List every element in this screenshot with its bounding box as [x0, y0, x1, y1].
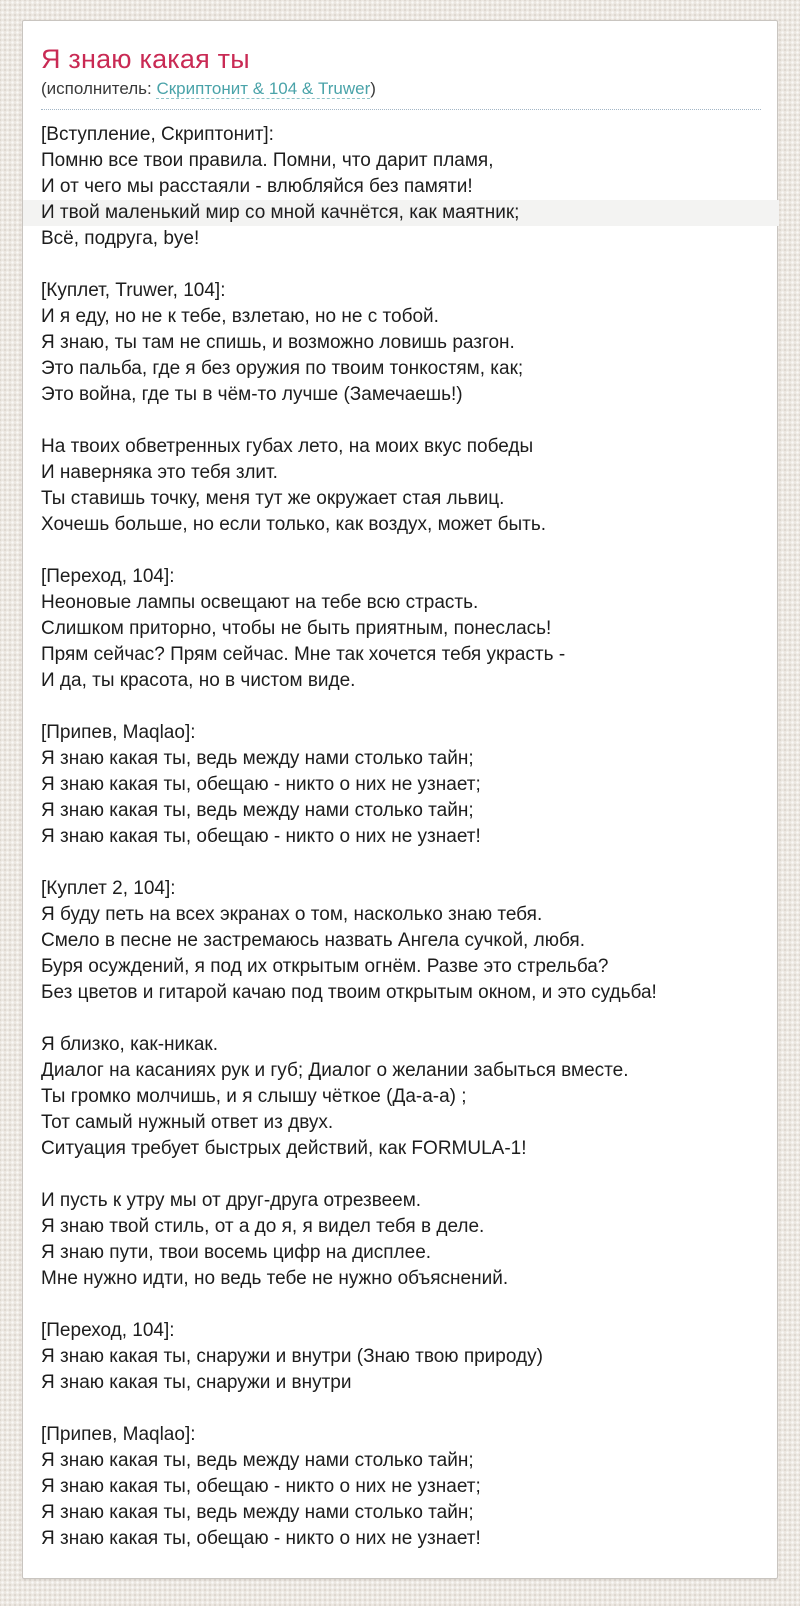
lyric-line: [Куплет, Truwer, 104]: [41, 280, 226, 301]
lyric-line: Ситуация требует быстрых действий, как FORMULA-1! [41, 1138, 527, 1159]
artist-suffix: ) [370, 79, 376, 98]
lyric-line: Я знаю какая ты, ведь между нами столько тайн; [41, 748, 474, 769]
lyric-line: Это война, где ты в чём-то лучше (Замечаешь!) [41, 384, 463, 405]
lyric-line: Ты ставишь точку, меня тут же окружает стая львиц. [41, 488, 505, 509]
stanza [41, 564, 761, 694]
lyric-line: Я знаю какая ты, обещаю - никто о них не узнает; [41, 1476, 481, 1497]
lyric-line: [Припев, Maqlao]: [41, 722, 196, 743]
lyric-line: Прям сейчас? Прям сейчас. Мне так хочется тебя украсть - [41, 644, 566, 665]
lyric-line: Всё, подруга, bye! [41, 228, 200, 249]
lyrics-card [22, 20, 778, 1579]
lyric-line: Это пальба, где я без оружия по твоим тонкостям, как; [41, 358, 524, 379]
stanza [41, 1188, 761, 1292]
lyric-line: И наверняка это тебя злит. [41, 462, 278, 483]
artist-link[interactable]: Скриптонит & 104 & Truwer [156, 79, 371, 98]
page-title: Я знаю какая ты [41, 44, 250, 74]
lyric-line: Я близко, как-никак. [41, 1034, 219, 1055]
lyric-line: И от чего мы расстаяли - влюбляйся без памяти! [41, 176, 473, 197]
stanza [41, 122, 761, 252]
lyric-line: И я еду, но не к тебе, взлетаю, но не с тобой. [41, 306, 439, 327]
lyric-line: На твоих обветренных губах лето, на моих вкус победы [41, 436, 534, 457]
lyric-line: Смело в песне не застремаюсь назвать Ангела сучкой, любя. [41, 930, 585, 951]
lyric-line: И да, ты красота, но в чистом виде. [41, 670, 356, 691]
lyric-line: И твой маленький мир со мной качнётся, как маятник; [23, 200, 779, 226]
stanza [41, 1318, 761, 1396]
lyric-line: Я знаю какая ты, обещаю - никто о них не узнает! [41, 826, 481, 847]
stanza [41, 434, 761, 538]
stanza [41, 720, 761, 850]
lyric-line: Хочешь больше, но если только, как воздух, может быть. [41, 514, 547, 535]
lyric-line: Я знаю какая ты, снаружи и внутри [41, 1372, 352, 1393]
lyrics [41, 122, 761, 1552]
lyric-line: Я буду петь на всех экранах о том, насколько знаю тебя. [41, 904, 543, 925]
lyric-line: Я знаю какая ты, снаружи и внутри (Знаю твою природу) [41, 1346, 543, 1367]
lyric-line: Я знаю какая ты, обещаю - никто о них не узнает! [41, 1528, 481, 1549]
stanza [41, 876, 761, 1006]
lyric-line: Слишком приторно, чтобы не быть приятным, понеслась! [41, 618, 552, 639]
lyric-line: Я знаю какая ты, обещаю - никто о них не узнает; [41, 774, 481, 795]
lyric-line: Я знаю, ты там не спишь, и возможно ловишь разгон. [41, 332, 515, 353]
lyric-line: Диалог на касаниях рук и губ; Диалог о желании забыться вместе. [41, 1060, 629, 1081]
lyric-line: Без цветов и гитарой качаю под твоим открытым окном, и это судьба! [41, 982, 657, 1003]
stanza [41, 1032, 761, 1162]
lyric-line: Я знаю какая ты, ведь между нами столько тайн; [41, 1502, 474, 1523]
lyric-line: Ты громко молчишь, и я слышу чёткое (Да-а-а) ; [41, 1086, 467, 1107]
lyric-line: Помню все твои правила. Помни, что дарит пламя, [41, 150, 494, 171]
lyric-line: Буря осуждений, я под их открытым огнём. Разве это стрельба? [41, 956, 609, 977]
lyric-line: [Куплет 2, 104]: [41, 878, 176, 899]
lyric-line: Я знаю пути, твои восемь цифр на дисплее. [41, 1242, 432, 1263]
artist-line [41, 78, 761, 110]
lyric-line: [Припев, Maqlao]: [41, 1424, 196, 1445]
lyric-line: [Переход, 104]: [41, 1320, 175, 1341]
artist-label: (исполнитель: [41, 79, 152, 98]
stanza [41, 1422, 761, 1552]
lyric-line: И пусть к утру мы от друг-друга отрезвеем. [41, 1190, 422, 1211]
lyric-line: Я знаю какая ты, ведь между нами столько тайн; [41, 800, 474, 821]
stanza [41, 278, 761, 408]
lyric-line: Неоновые лампы освещают на тебе всю страсть. [41, 592, 479, 613]
lyric-line: Тот самый нужный ответ из двух. [41, 1112, 334, 1133]
lyric-line: Мне нужно идти, но ведь тебе не нужно объяснений. [41, 1268, 509, 1289]
lyric-line: Я знаю какая ты, ведь между нами столько тайн; [41, 1450, 474, 1471]
lyric-line: [Вступление, Скриптонит]: [41, 124, 274, 145]
lyric-line: Я знаю твой стиль, от а до я, я видел тебя в деле. [41, 1216, 485, 1237]
lyric-line: [Переход, 104]: [41, 566, 175, 587]
